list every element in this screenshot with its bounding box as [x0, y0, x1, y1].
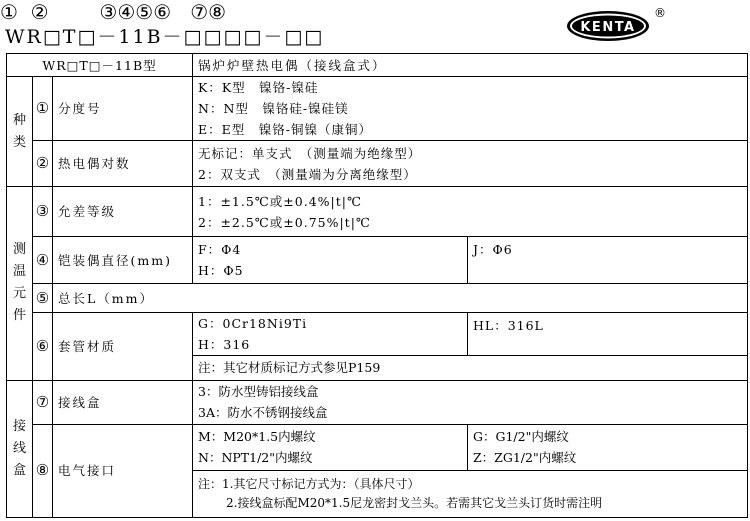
- registered-mark: ®: [654, 6, 666, 20]
- row-options: 3：防水型铸铝接线盒 3A：防水不锈钢接线盒: [193, 380, 748, 424]
- row-options-right: HL：316L: [468, 313, 748, 356]
- row-notes: [193, 471, 747, 517]
- row-label: 热电偶对数: [53, 141, 193, 187]
- row-label: 允差等级: [53, 187, 193, 237]
- row-options-right: G：G1/2"内螺纹 Z：ZG1/2"内螺纹: [468, 425, 748, 471]
- row-label: 套管材质: [53, 313, 193, 381]
- note-1: 注：1.其它尺寸标记方式为：（具体尺寸）: [198, 476, 420, 491]
- row-label: 接线盒: [53, 380, 193, 424]
- category-type: 种类: [7, 77, 33, 187]
- row-num: ⑦: [33, 380, 53, 424]
- title-row: [7, 54, 748, 77]
- row-options-left: G：0Cr18Ni9Ti H：316: [193, 313, 468, 356]
- logo-text: KENTA: [580, 20, 636, 35]
- kenta-logo: [566, 10, 650, 42]
- row-options: K：K型 镍铬-镍硅 N：N型 镍铬硅-镍硅镁 E：E型 镍铬-铜镍（康铜）: [193, 77, 748, 141]
- title-model: WR□T□－11B型: [7, 54, 193, 77]
- row-pairs: [7, 141, 748, 187]
- category-element: 测温元件: [7, 187, 33, 381]
- row-num: ①: [33, 77, 53, 141]
- row-sheath-options: [193, 313, 748, 381]
- model-code: WR□T□－11B－□□□□－□□: [5, 26, 325, 48]
- row-options: 1：±1.5℃或±0.4%|t|℃ 2：±2.5℃或±0.75%|t|℃: [193, 187, 748, 237]
- row-junction-box: [7, 380, 748, 424]
- row-num: ⑥: [33, 313, 53, 381]
- position-numbers: ① ② ③④⑤⑥ ⑦⑧: [0, 0, 227, 24]
- row-diameter: [7, 237, 748, 284]
- row-note: 注：其它材质标记方式参见P159: [198, 360, 381, 376]
- row-options-left: M：M20*1.5内螺纹 N：NPT1/2"内螺纹: [193, 425, 468, 471]
- row-interface-options: [193, 424, 748, 517]
- row-label: 铠装偶直径(mm): [53, 237, 193, 284]
- category-junction-box: 接线盒: [7, 380, 33, 517]
- spec-table: [6, 53, 748, 518]
- row-label: 总长L（mm）: [53, 284, 748, 313]
- row-options-left: F：Φ4 H：Φ5: [193, 237, 468, 284]
- row-num: ④: [33, 237, 53, 284]
- row-tolerance: [7, 187, 748, 237]
- row-graduation: [7, 77, 748, 141]
- row-num: ⑤: [33, 284, 53, 313]
- title-description: 锅炉炉壁热电偶（接线盒式）: [193, 54, 748, 77]
- note-2: 2.接线盒标配M20*1.5尼龙密封戈兰头。若需其它戈兰头订货时需注明: [226, 495, 603, 510]
- row-num: ⑧: [33, 424, 53, 517]
- row-label: 分度号: [53, 77, 193, 141]
- row-options: 无标记：单支式 （测量端为绝缘型） 2：双支式 （测量端为分离绝缘型）: [193, 141, 748, 187]
- row-label: 电气接口: [53, 424, 193, 517]
- row-sheath: [7, 313, 748, 381]
- row-num: ③: [33, 187, 53, 237]
- row-electrical-interface: [7, 424, 748, 517]
- row-num: ②: [33, 141, 53, 187]
- row-options-right: J：Φ6: [468, 237, 748, 284]
- row-length: [7, 284, 748, 313]
